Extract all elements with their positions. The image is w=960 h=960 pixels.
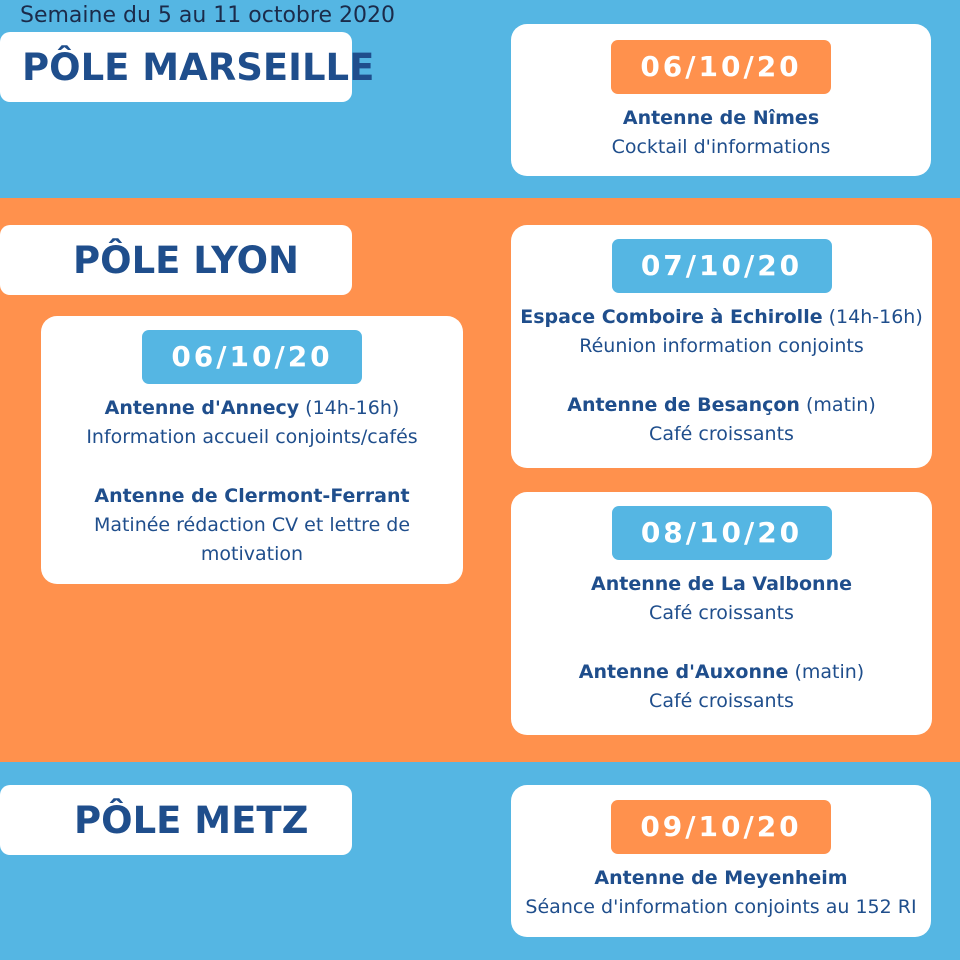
event-date: 06/10/20 (611, 40, 831, 94)
event-entry (511, 391, 932, 449)
event-entry (511, 864, 931, 922)
event-detail: Séance d'information conjoints au 152 RI (525, 896, 917, 918)
event-place: Antenne de Nîmes (622, 107, 820, 129)
event-entry (511, 303, 932, 361)
event-entry (511, 104, 931, 162)
week-label: Semaine du 5 au 11 octobre 2020 (20, 3, 395, 28)
event-card-annecy (41, 316, 463, 584)
event-date: 09/10/20 (611, 800, 831, 854)
event-entries (511, 104, 931, 162)
event-entry (511, 658, 932, 716)
event-entries (511, 303, 932, 449)
event-detail: Matinée rédaction CV et lettre de motivation (93, 514, 411, 565)
event-time: (matin) (788, 661, 865, 683)
event-card-echirolle (511, 225, 932, 468)
event-time: (matin) (799, 394, 876, 416)
event-entry (511, 570, 932, 628)
event-entries (41, 394, 463, 569)
event-card-meyenheim (511, 785, 931, 937)
event-detail: Café croissants (649, 602, 794, 624)
event-card-nimes (511, 24, 931, 176)
event-time: (14h-16h) (822, 306, 923, 328)
event-entries (511, 864, 931, 922)
event-detail: Café croissants (649, 423, 794, 445)
event-card-valbonne (511, 492, 932, 735)
event-detail: Information accueil conjoints/cafés (86, 426, 418, 448)
event-place: Antenne de Clermont-Ferrant (94, 485, 410, 507)
event-date: 06/10/20 (142, 330, 362, 384)
event-place: Antenne d'Annecy (104, 397, 300, 419)
event-time: (14h-16h) (299, 397, 400, 419)
event-entry (41, 482, 463, 569)
pole-title-metz: PÔLE METZ (0, 785, 352, 855)
event-place: Antenne de Besançon (567, 394, 800, 416)
event-date: 08/10/20 (612, 506, 832, 560)
event-detail: Réunion information conjoints (579, 335, 864, 357)
event-place: Antenne de La Valbonne (591, 573, 852, 595)
event-detail: Cocktail d'informations (611, 136, 831, 158)
event-detail: Café croissants (649, 690, 794, 712)
event-place: Espace Comboire à Echirolle (520, 306, 823, 328)
event-place: Antenne de Meyenheim (594, 867, 848, 889)
event-place: Antenne d'Auxonne (578, 661, 789, 683)
event-entry (41, 394, 463, 452)
event-date: 07/10/20 (612, 239, 832, 293)
pole-title-marseille: PÔLE MARSEILLE (0, 32, 352, 102)
pole-title-lyon: PÔLE LYON (0, 225, 352, 295)
event-entries (511, 570, 932, 716)
